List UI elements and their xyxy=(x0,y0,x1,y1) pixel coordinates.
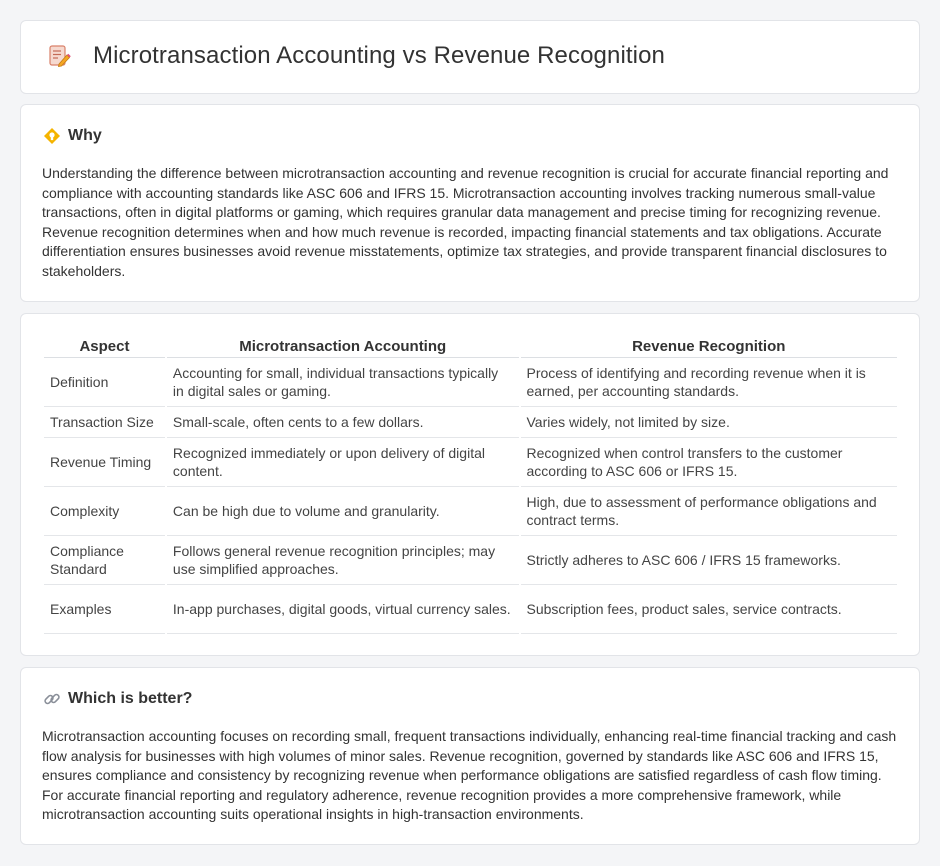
better-heading: Which is better? xyxy=(68,690,193,707)
table-row xyxy=(44,536,897,585)
header-aspect: Aspect xyxy=(44,336,165,358)
row-revenue-recognition: Subscription fees, product sales, service contracts. xyxy=(521,585,898,634)
row-microtransaction: Small-scale, often cents to a few dollars. xyxy=(167,407,519,438)
title-card xyxy=(20,20,920,94)
table-row xyxy=(44,358,897,407)
which-is-better-section xyxy=(20,667,920,845)
comparison-section xyxy=(20,313,920,656)
better-text: Microtransaction accounting focuses on recording small, frequent transactions individually, enhancing real-time financial tracking and cash flow analysis for businesses with high volumes of minor sales. Revenue recognition, governed by standards like ASC 606 and IFRS 15, ensures compliance and consistency by recognizing revenue when performance obligations are satisfied regardless of cash flow timing. For accurate financial reporting and regulatory adherence, revenue recognition provides a more comprehensive framework, while microtransaction accounting suits operational insights in high-transaction environments. xyxy=(42,728,897,822)
document-pencil-icon xyxy=(47,44,71,68)
better-heading-row xyxy=(43,690,192,708)
row-microtransaction: In-app purchases, digital goods, virtual currency sales. xyxy=(167,585,519,634)
row-aspect: Revenue Timing xyxy=(44,438,165,487)
table-header-row xyxy=(44,336,897,358)
table-row xyxy=(44,438,897,487)
row-aspect: Definition xyxy=(44,358,165,407)
row-microtransaction: Recognized immediately or upon delivery of digital content. xyxy=(167,438,519,487)
row-aspect: Complexity xyxy=(44,487,165,536)
why-heading-row xyxy=(43,127,102,145)
why-text: Understanding the difference between microtransaction accounting and revenue recognition is crucial for accurate financial reporting and compliance with accounting standards like ASC 606 and IFRS 15. Microtransaction accounting involves tracking numerous small-value transactions, often in digital platforms or gaming, which requires granular data management and precise timing for recognizing revenue. Revenue recognition determines when and how much revenue is recorded, impacting financial statements and tax obligations. Accurate differentiation ensures businesses avoid revenue misstatements, optimize tax strategies, and provide transparent financial disclosures to stakeholders. xyxy=(42,165,889,279)
why-section xyxy=(20,104,920,302)
header-microtransaction: Microtransaction Accounting xyxy=(167,336,519,358)
row-aspect: Examples xyxy=(44,585,165,634)
page-title: Microtransaction Accounting vs Revenue Recognition xyxy=(93,42,665,69)
title-row xyxy=(47,42,665,70)
row-aspect: Transaction Size xyxy=(44,407,165,438)
row-microtransaction: Follows general revenue recognition principles; may use simplified approaches. xyxy=(167,536,519,585)
comparison-table xyxy=(42,336,899,634)
row-microtransaction: Can be high due to volume and granularity. xyxy=(167,487,519,536)
row-revenue-recognition: Varies widely, not limited by size. xyxy=(521,407,898,438)
row-revenue-recognition: High, due to assessment of performance obligations and contract terms. xyxy=(521,487,898,536)
table-row xyxy=(44,487,897,536)
row-revenue-recognition: Process of identifying and recording revenue when it is earned, per accounting standards. xyxy=(521,358,898,407)
table-row xyxy=(44,407,897,438)
header-revenue-recognition: Revenue Recognition xyxy=(521,336,898,358)
why-heading: Why xyxy=(68,127,102,144)
row-microtransaction: Accounting for small, individual transactions typically in digital sales or gaming. xyxy=(167,358,519,407)
row-aspect: Compliance Standard xyxy=(44,536,165,585)
row-revenue-recognition: Strictly adheres to ASC 606 / IFRS 15 frameworks. xyxy=(521,536,898,585)
table-row xyxy=(44,585,897,634)
link-icon xyxy=(43,690,61,708)
lightbulb-diamond-icon xyxy=(43,127,61,145)
row-revenue-recognition: Recognized when control transfers to the customer according to ASC 606 or IFRS 15. xyxy=(521,438,898,487)
